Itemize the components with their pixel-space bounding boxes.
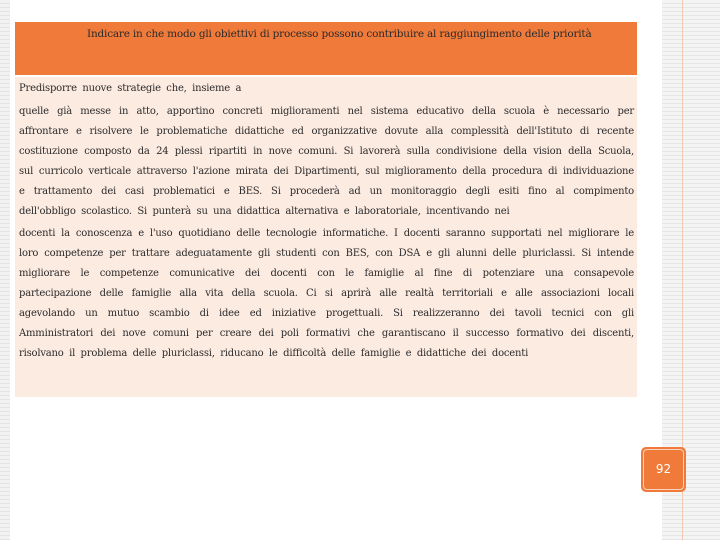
body-text — [19, 79, 634, 364]
table-content-cell — [15, 77, 637, 397]
table-header-row — [15, 22, 637, 75]
paragraph-teachers: docenti la conoscenza e l'uso quotidiano delle tecnologie informatiche. I docenti saranno supportati nel migliorare le loro competenze per trattare adeguatamente gli studenti con BES, con DSA e gli alunni delle pluriclassi. Si intende migliorare le competenze comunicative dei docenti con le famiglie al fine di potenziare una consapevole partecipazione delle famiglie alla vita della scuola. Ci si aprirà alle realtà territoriali e alle associazioni locali agevolando un mutuo scambio di idee ed iniziative progettuali. Si realizzeranno dei tavoli tecnici con gli Amministratori dei nove comuni per creare dei poli formativi che garantiscano il successo formativo dei discenti, risolvano il problema delle pluriclassi, riducano le difficoltà delle famiglie e didattiche dei docenti — [19, 228, 634, 359]
paragraph-intro: Predisporre nuove strategie che, insieme a — [19, 83, 242, 94]
left-decorative-border — [0, 0, 10, 540]
paragraph-strategies: quelle già messe in atto, apportino concreti miglioramenti nel sistema educativo della scuola è necessario per affrontare e risolvere le problematiche didattiche ed organizzative dovute alla complessità dell'Istituto di recente costituzione composto da 24 plessi ripartiti in nove comuni. Si lavorerà sulla condivisione della vision della Scuola, sul curricolo verticale attraverso l'azione mirata dei Dipartimenti, sul miglioramento della procedura di individuazione e trattamento dei casi problematici e BES. Si procederà ad un monitoraggio degli esiti fino al compimento dell'obbligo scolastico. Si punterà su una didattica alternativa e laboratoriale, incentivando nei — [19, 106, 634, 217]
header-title: Indicare in che modo gli obiettivi di processo possono contribuire al raggiungimento delle priorità — [87, 28, 592, 40]
page-number-badge: 92 — [641, 447, 686, 492]
